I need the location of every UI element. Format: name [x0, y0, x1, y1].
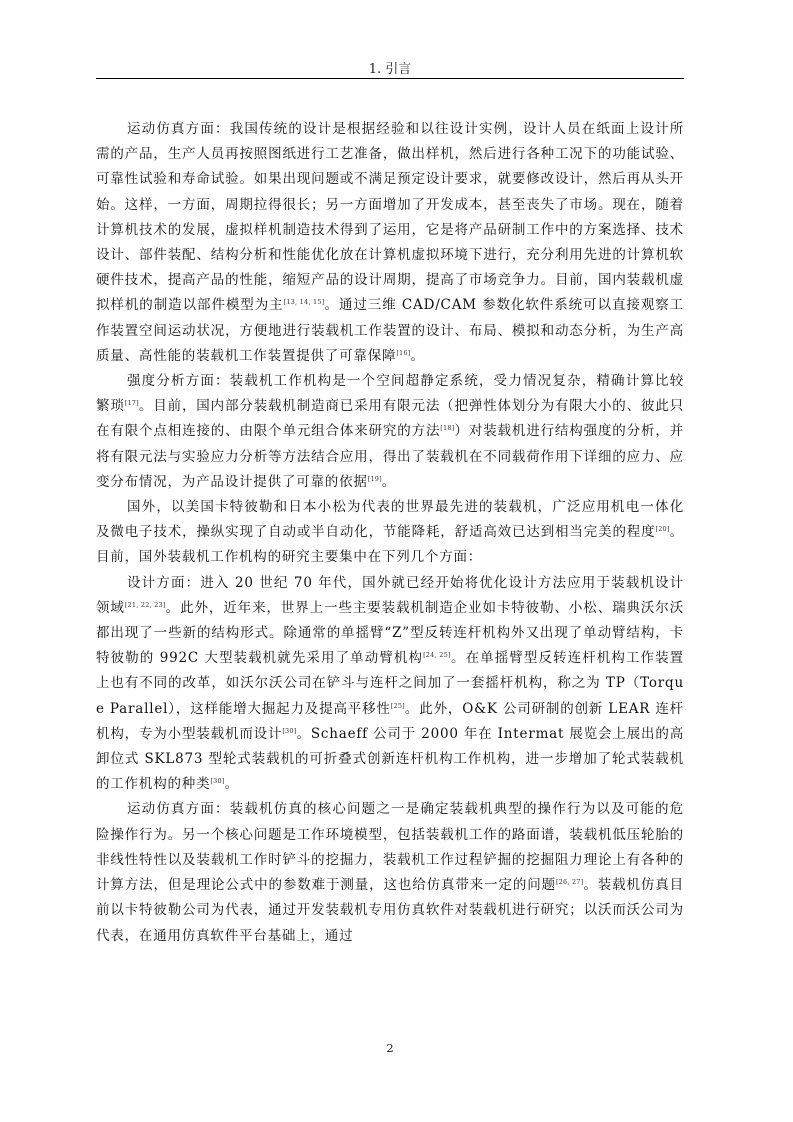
citation-marker: [24, 25]: [423, 651, 451, 660]
citation-marker: [13, 14, 15]: [283, 298, 325, 307]
body-text: [96, 117, 684, 949]
citation-marker: [18]: [440, 424, 455, 433]
citation-marker: [19]: [367, 474, 382, 483]
paragraph-text: 。此外，O&K 公司研制的创新 LEAR 连杆机构，专为小型装载机而设计: [96, 700, 684, 742]
paragraph-text: 。在单摇臂型反转连杆机构工作装置上也有不同的改革，如沃尔沃公司在铲斗与连杆之间加了一套摇杆机构，称之为 TP（Torque Parallel），这样能增大掘起力及提高平移性: [96, 650, 684, 717]
citation-marker: [20]: [655, 525, 670, 534]
paragraph-text: 。Schaeff 公司于 2000 年在 Intermat 展览会上展出的高卸位式 SKL873 型轮式装载机的可折叠式创新连杆机构工作机构，进一步增加了轮式装载机的工作机构的种类: [96, 725, 684, 793]
running-header: 1. 引言: [368, 62, 412, 77]
citation-marker: [17]: [124, 399, 139, 408]
paragraph-text: 强度分析方面：装载机工作机构是一个空间超静定系统，受力情况复杂，精确计算比较繁琐: [96, 373, 684, 415]
paragraph-text: 。目前，国外装载机工作机构的研究主要集中在下列几个方面：: [96, 524, 684, 566]
paragraph-text: 。通过三维 CAD/CAM 参数化软件系统可以直接观察工作装置空间运动状况，方便地进行装载机工作装置的设计、布局、模拟和动态分析，为生产高质量、高性能的装载机工作装置提供了可靠保障: [96, 297, 684, 364]
citation-marker: [25]: [390, 701, 405, 710]
paragraph: [96, 117, 684, 369]
paragraph-text: 运动仿真方面：装载机仿真的核心问题之一是确定装载机典型的操作行为以及可能的危险操作行为。另一个核心问题是工作环境模型，包括装载机工作的路面谱，装载机低压轮胎的非线性特性以及装载机工作时铲斗的挖掘力，装载机工作过程铲掘的挖掘阻力理论上有各种的计算方法，但是理论公式中的参数难于测量，这也给仿真带来一定的问题: [96, 801, 684, 894]
paragraph-text: 。: [410, 347, 425, 364]
paragraph: [96, 797, 684, 948]
paragraph-text: 。: [224, 776, 239, 793]
paragraph-text: ）对装载机进行结构强度的分析，并将有限元法与实验应力分析等方法结合应用，得出了装载机在不同载荷作用下详细的应力、应变分布情况，为产品设计提供了可靠的依据: [96, 423, 684, 490]
paragraph-text: 。装载机仿真目前以卡特彼勒公司为代表，通过开发装载机专用仿真软件对装载机进行研究；以沃而沃公司为代表，在通用仿真软件平台基础上，通过: [96, 877, 684, 944]
paragraph-text: 。此外，近年来，世界上一些主要装载机制造企业如卡特彼勒、小松、瑞典沃尔沃都出现了一些新的结构形式。除通常的单摇臂“Z”型反转连杆机构外又出现了单动臂结构，卡特彼勒的 992C 大型装载机就先采用了单动臂机构: [96, 599, 684, 667]
paragraph: [96, 495, 684, 571]
citation-marker: [21, 22, 23]: [124, 600, 166, 609]
paragraph-text: 。目前，国内部分装载机制造商已采用有限元法（把弹性体划分为有限大小的、彼此只在有限个点相连接的、由限个单元组合体来研究的方法: [96, 398, 684, 440]
page-number: 2: [386, 1041, 394, 1055]
paragraph-text: 。: [381, 473, 397, 490]
citation-marker: [30]: [210, 777, 225, 786]
citation-marker: [30]: [282, 726, 297, 735]
paragraph-text: 运动仿真方面：我国传统的设计是根据经验和以往设计实例，设计人员在纸面上设计所需的产品，生产人员再按照图纸进行工艺准备，做出样机，然后进行各种工况下的功能试验、可靠性试验和寿命试验。如果出现问题或不满足预定设计要求，就要修改设计，然后再从头开始。这样，一方面，周期拉得很长；另一方面增加了开发成本，甚至丧失了市场。现在，随着计算机技术的发展，虚拟样机制造技术得到了运用，它是将产品研制工作中的方案选择、技术设计、部件装配、结构分析和性能优化放在计算机虚拟环境下进行，充分利用先进的计算机软硬件技术，提高产品的性能，缩短产品的设计周期，提高了市场竞争力。目前，国内装载机虚拟样机的制造以部件模型为主: [96, 121, 684, 314]
citation-marker: [16]: [396, 348, 411, 357]
paragraph: [96, 571, 684, 798]
citation-marker: [26, 27]: [555, 878, 584, 887]
paragraph-text: 设计方面：进入 20 世纪 70 年代，国外就已经开始将优化设计方法应用于装载机设计领域: [96, 574, 684, 616]
paragraph: [96, 369, 684, 495]
paragraph-text: 国外，以美国卡特彼勒和日本小松为代表的世界最先进的装载机，广泛应用机电一体化及微电子技术，操纵实现了自动或半自动化，节能降耗，舒适高效已达到相当完美的程度: [96, 499, 684, 541]
header-rule: [96, 78, 684, 79]
